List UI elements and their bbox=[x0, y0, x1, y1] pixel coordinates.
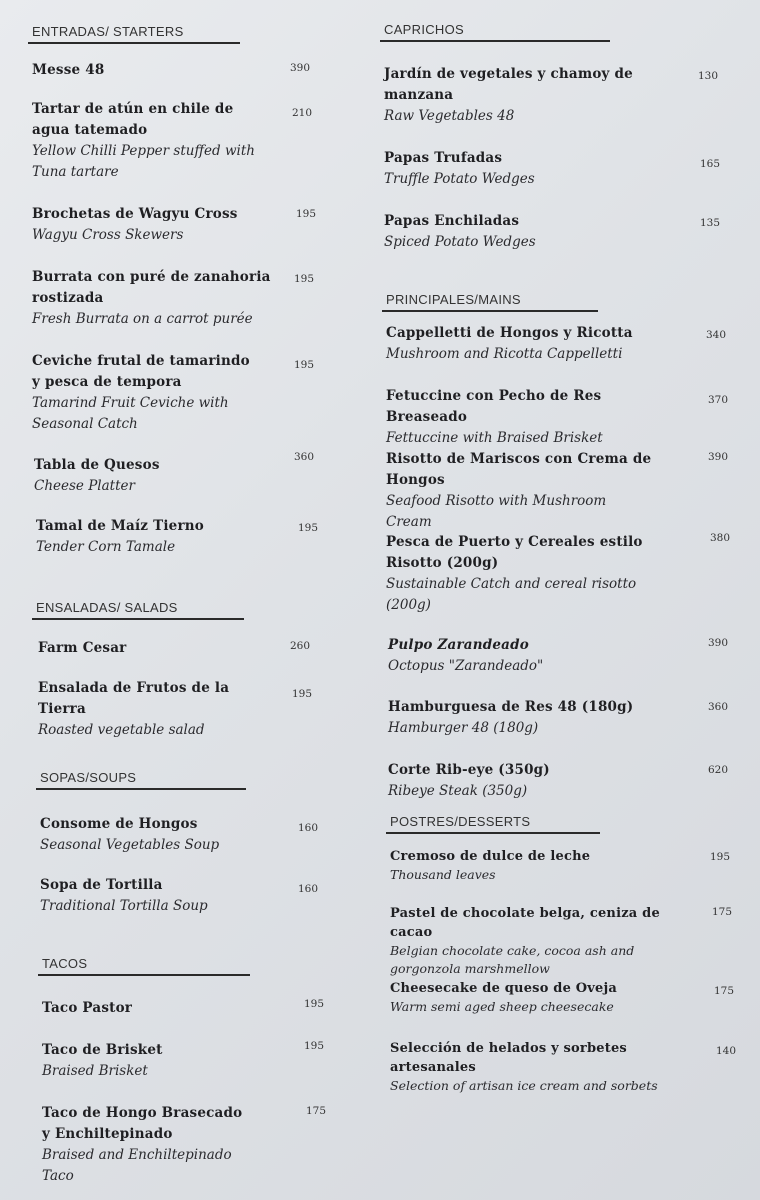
menu-item bbox=[32, 99, 313, 183]
item-description: Traditional Tortilla Soup bbox=[40, 898, 208, 914]
item-description: Fettuccine with Braised Brisket bbox=[386, 430, 603, 446]
item-price: 140 bbox=[716, 1045, 737, 1057]
item-description: Hamburger 48 (180g) bbox=[388, 720, 539, 736]
item-price: 130 bbox=[698, 70, 719, 82]
menu-item bbox=[32, 60, 311, 81]
item-price: 360 bbox=[294, 451, 315, 463]
item-name: Tabla de Quesos bbox=[34, 457, 160, 473]
item-price: 135 bbox=[700, 217, 721, 229]
item-name: Papas Trufadas bbox=[384, 150, 503, 166]
item-name: Consome de Hongos bbox=[40, 816, 198, 832]
item-price: 360 bbox=[708, 701, 729, 713]
item-description: Belgian chocolate cake, cocoa ash and gorgonzola marshmellow bbox=[390, 943, 635, 976]
desserts-section bbox=[386, 814, 600, 834]
section-title-soups: SOPAS/SOUPS bbox=[36, 770, 246, 790]
item-price: 210 bbox=[292, 107, 313, 119]
item-description: Seasonal Vegetables Soup bbox=[40, 837, 220, 853]
item-name: Tamal de Maíz Tierno bbox=[36, 518, 204, 534]
section-title-starters: ENTRADAS/ STARTERS bbox=[28, 24, 240, 44]
item-name: Sopa de Tortilla bbox=[40, 877, 163, 893]
item-description: Ribeye Steak (350g) bbox=[388, 783, 528, 799]
item-name: Risotto de Mariscos con Crema de Hongos bbox=[386, 451, 652, 488]
item-price: 160 bbox=[298, 822, 319, 834]
item-name: Taco Pastor bbox=[42, 1000, 133, 1016]
menu-item bbox=[34, 451, 315, 497]
item-description: Selection of artisan ice cream and sorbets bbox=[390, 1078, 658, 1093]
item-price: 195 bbox=[710, 851, 731, 863]
item-price: 380 bbox=[710, 532, 731, 544]
item-name: Brochetas de Wagyu Cross bbox=[32, 206, 238, 222]
menu-item bbox=[384, 211, 721, 253]
menu-item bbox=[42, 1040, 332, 1082]
item-name: Taco de Brisket bbox=[42, 1042, 163, 1058]
item-price: 260 bbox=[290, 640, 311, 652]
item-name: Messe 48 bbox=[32, 62, 105, 78]
menu-item bbox=[40, 875, 319, 917]
item-description: Yellow Chilli Pepper stuffed with Tuna tartare bbox=[32, 143, 255, 180]
menu-item bbox=[386, 323, 727, 365]
menu-item bbox=[386, 532, 731, 616]
section-title-tacos: TACOS bbox=[38, 956, 250, 976]
item-description: Braised and Enchiltepinado Taco bbox=[42, 1147, 232, 1184]
item-price: 390 bbox=[708, 451, 729, 463]
menu-item bbox=[386, 449, 729, 533]
item-name: Cappelletti de Hongos y Ricotta bbox=[386, 325, 633, 341]
item-description: Tamarind Fruit Ceviche with Seasonal Catch bbox=[32, 395, 229, 432]
item-price: 195 bbox=[304, 1040, 325, 1052]
section-title-desserts: POSTRES/DESSERTS bbox=[386, 814, 600, 834]
menu-item bbox=[386, 386, 729, 449]
item-description: Octopus "Zarandeado" bbox=[388, 658, 544, 674]
item-name: Cremoso de dulce de leche bbox=[390, 849, 591, 864]
item-price: 390 bbox=[290, 62, 311, 74]
item-description: Roasted vegetable salad bbox=[38, 722, 205, 738]
mains-section bbox=[382, 292, 598, 312]
item-name: Cheesecake de queso de Oveja bbox=[390, 981, 618, 996]
item-price: 175 bbox=[306, 1105, 327, 1117]
item-name: Pastel de chocolate belga, ceniza de cacao bbox=[390, 906, 660, 940]
item-name: Burrata con puré de zanahoria rostizada bbox=[32, 269, 271, 306]
menu-item bbox=[390, 979, 735, 1016]
menu-item bbox=[384, 148, 721, 190]
item-price: 390 bbox=[708, 637, 729, 649]
item-price: 195 bbox=[294, 359, 315, 371]
item-description: Tender Corn Tamale bbox=[36, 539, 176, 555]
item-name: Taco de Hongo Brasecado y Enchiltepinado bbox=[42, 1105, 243, 1142]
item-price: 175 bbox=[712, 906, 733, 918]
starters-section bbox=[28, 24, 240, 44]
item-description: Spiced Potato Wedges bbox=[384, 234, 536, 250]
item-price: 195 bbox=[298, 522, 319, 534]
item-name: Ceviche frutal de tamarindo y pesca de tempora bbox=[32, 353, 250, 390]
menu-item bbox=[42, 1103, 327, 1187]
section-title-caprichos: CAPRICHOS bbox=[380, 22, 610, 42]
menu-item bbox=[388, 697, 729, 739]
menu-item bbox=[32, 267, 315, 330]
item-price: 160 bbox=[298, 883, 319, 895]
item-name: Selección de helados y sorbetes artesanales bbox=[390, 1041, 627, 1075]
item-description: Cheese Platter bbox=[34, 478, 135, 494]
item-name: Tartar de atún en chile de agua tatemado bbox=[32, 101, 234, 138]
section-title-salads: ENSALADAS/ SALADS bbox=[32, 600, 244, 620]
item-name: Pesca de Puerto y Cereales estilo Risotto (200g) bbox=[386, 534, 643, 571]
item-name: Hamburguesa de Res 48 (180g) bbox=[388, 699, 634, 715]
item-description: Braised Brisket bbox=[42, 1063, 148, 1079]
item-description: Fresh Burrata on a carrot purée bbox=[32, 311, 253, 327]
item-price: 195 bbox=[294, 273, 315, 285]
item-name: Fetuccine con Pecho de Res Breaseado bbox=[386, 388, 602, 425]
item-description: Mushroom and Ricotta Cappelletti bbox=[386, 346, 623, 362]
salads-section bbox=[32, 600, 244, 620]
menu-item bbox=[38, 678, 313, 741]
item-name: Papas Enchiladas bbox=[384, 213, 520, 229]
menu-item bbox=[384, 64, 719, 127]
item-price: 620 bbox=[708, 764, 729, 776]
item-description: Truffle Potato Wedges bbox=[384, 171, 535, 187]
item-price: 175 bbox=[714, 985, 735, 997]
item-price: 195 bbox=[304, 998, 325, 1010]
item-name: Pulpo Zarandeado bbox=[388, 637, 529, 653]
item-price: 340 bbox=[706, 329, 727, 341]
menu-item bbox=[36, 516, 319, 558]
menu-item bbox=[42, 998, 332, 1019]
menu-item bbox=[32, 351, 315, 435]
item-price: 195 bbox=[292, 688, 313, 700]
menu-item bbox=[388, 760, 729, 802]
item-description: Warm semi aged sheep cheesecake bbox=[390, 999, 614, 1014]
menu-item bbox=[390, 1039, 737, 1095]
item-description: Wagyu Cross Skewers bbox=[32, 227, 184, 243]
item-price: 370 bbox=[708, 394, 729, 406]
item-price: 165 bbox=[700, 158, 721, 170]
item-name: Jardín de vegetales y chamoy de manzana bbox=[384, 66, 633, 103]
menu-item bbox=[388, 635, 729, 677]
menu-item bbox=[40, 814, 319, 856]
item-name: Ensalada de Frutos de la Tierra bbox=[38, 680, 230, 717]
section-title-mains: PRINCIPALES/MAINS bbox=[382, 292, 598, 312]
menu-item bbox=[390, 904, 733, 978]
caprichos-section bbox=[380, 22, 610, 42]
tacos-section bbox=[38, 956, 250, 976]
menu-item bbox=[38, 638, 311, 659]
item-description: Thousand leaves bbox=[390, 867, 496, 882]
menu-item bbox=[390, 847, 731, 884]
soups-section bbox=[36, 770, 246, 790]
menu-item bbox=[32, 204, 317, 246]
item-description: Raw Vegetables 48 bbox=[384, 108, 515, 124]
item-description: Sustainable Catch and cereal risotto (200g) bbox=[386, 576, 637, 613]
item-name: Farm Cesar bbox=[38, 640, 127, 656]
item-price: 195 bbox=[296, 208, 317, 220]
item-description: Seafood Risotto with Mushroom Cream bbox=[386, 493, 607, 530]
item-name: Corte Rib-eye (350g) bbox=[388, 762, 550, 778]
